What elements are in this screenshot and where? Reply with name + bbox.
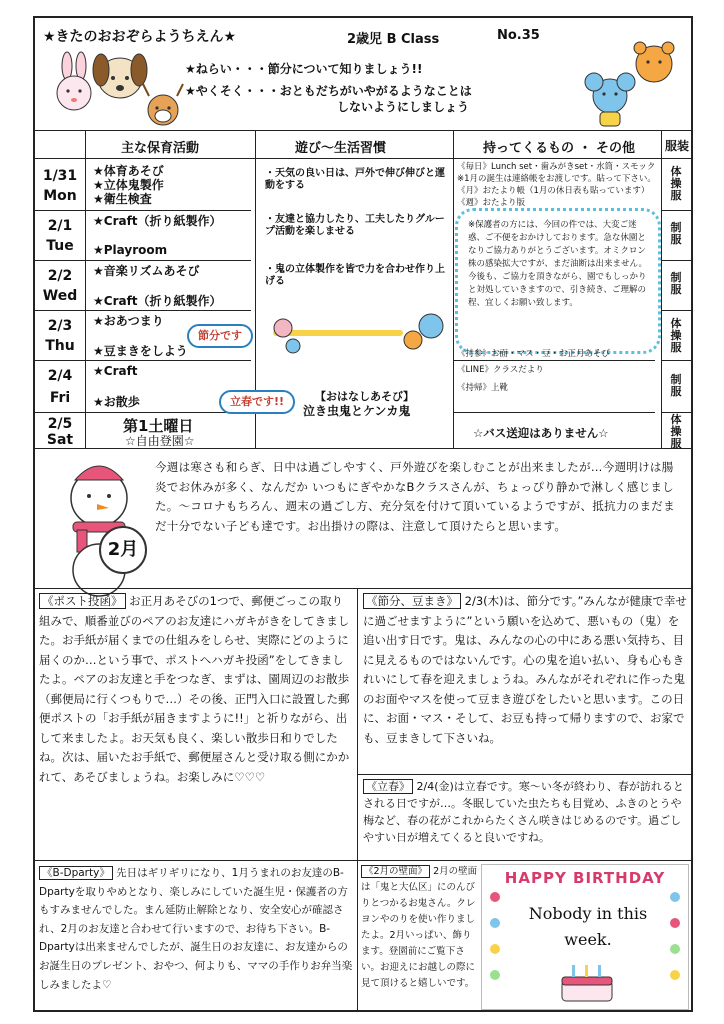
birthday-box [481,864,689,1010]
day-weekday: Mon [43,188,77,204]
activity-item: ★おあつまり [93,314,164,328]
balloon-decoration [488,889,502,999]
animal-illustration-right [570,38,688,130]
divider [35,158,691,159]
bring-daily: 《毎日》Lunch set・歯みがきset・水筒・スモック [457,162,656,172]
play-item: ・友達と協力したり、工夫したりグループ活動を楽しませる [265,214,445,237]
bring-note: ※1月の誕生は連絡帳をお渡しです。貼って下さい。 [457,174,656,184]
bring-tuesday: 《持参》お面・マス・豆・お正月あそび [457,349,611,359]
snowman-illustration [47,458,157,598]
clothes-label: 体操服 [670,413,682,450]
day-weekday: Sat [46,432,74,448]
free-attendance: ☆自由登園☆ [125,434,195,448]
february-label: 《2月の壁面》 [361,865,430,878]
setsubun-section [363,592,689,748]
clothes-label: 体操服 [670,317,682,354]
divider [661,210,691,211]
intro-text: 今週は寒さも和らぎ、日中は過ごしやすく、戸外遊びを楽しむことが出来ましたが…今週明けは腸炎でお休みが多く、なんだか いつもにぎやかなBクラスさんが、ちょっぴり静かで淋しく感じました。～コロナもちろん、週末の過ごし方、充分気を付けて頂いているようですが、抵抗力のまだまだ十分でない子ども達です。お出掛けの際は、注意して頂けたらと思います。 [155,460,675,533]
story-title: 【おはなしあそび】 [315,390,414,403]
newsletter-page [33,16,693,1012]
post-section [39,592,353,787]
notice-title: 《週》おたより版 [457,198,526,208]
february-text: 2月の壁面は「鬼と大仏区」にのんびりとつかるお鬼さん。クレヨンやのりを使い作りましたよ。2月いっぱい、飾ります。登園前にご覧下さい。お迎えにお越しの際に見て頂けると嬉しいです。 [361,866,478,989]
class-name: 2歳児 B Class [347,32,440,47]
divider [35,360,251,361]
bus-notice: ☆バス送迎はありません☆ [473,426,609,440]
divider [453,412,655,413]
setsubun-text: 2/3(木)は、節分です。”みんなが健康で幸せに過ごせますように”という願いを込めて、悪いもの（鬼）を追い出す日です。鬼は、みんなの心の中にある悪い気持ち、目に見えるものではないんです。心の鬼を追い払い、身も心もきれいにして春を迎えましょうね。みんながそれぞれに作った鬼のお面やマスを使って豆まき遊びをしたいと思います。この日に、お面・マス・そして、お豆も持って帰りますので、お家でも、豆まきして下さいね。 [363,594,687,745]
notice-text: ※保護者の方には、今回の件では、大変ご迷惑、ご不便をおかけしております。急な休園となりご協力ありがとうございます。オミクロン株の感染拡大ですが、まだ油断は出来ません。今後も、ご協力を頂きながら、園でもしっかりと対処していきますので、引き続き、ご理解の程、宜しくお願い致します。 [468,220,648,308]
day-weekday: Fri [49,390,71,406]
activities-column-header: 主な保育活動 [121,141,200,156]
bring-monday: 《月》おたより帳（1月の休日表も貼っています） [457,186,650,196]
activity-item: ★音楽リズムあそび [93,264,200,278]
activity-item: ★Craft [93,364,138,378]
bring-column-header: 持ってくるもの ・ その他 [483,141,636,156]
activity-item: ★衛生検査 [93,192,152,206]
bday-party-section [39,864,357,994]
february-section [361,864,479,992]
day-date: 2/2 [47,268,73,284]
divider [35,860,691,861]
activity-item: ★お散歩 [93,395,140,409]
day-date: 2/5 [47,416,73,432]
story-name: 泣き虫鬼とケンカ鬼 [303,404,411,418]
divider [453,130,454,448]
day-weekday: Tue [46,238,74,254]
birthday-text: Nobody in this week. [528,904,648,949]
activity-item: ★豆まきをしよう [93,344,188,358]
divider [35,588,691,589]
divider [35,412,251,413]
setsubun-label: 《節分、豆まき》 [363,593,461,609]
clothes-column-header: 服装 [664,139,689,153]
play-column-header: 遊び～生活習慣 [295,141,387,156]
divider [661,260,691,261]
balloon-decoration [668,889,682,999]
activity-item: ★体育あそび [93,164,164,178]
activity-item: ★立体鬼製作 [93,178,164,192]
activity-item: ★Playroom [93,243,168,257]
clothes-label: 制服 [670,271,682,296]
birthday-title: HAPPY BIRTHDAY [504,869,666,887]
day-date: 2/3 [47,318,73,334]
divider [661,310,691,311]
activity-item: ★Craft（折り紙製作） [93,294,222,308]
cake-illustration [552,963,622,1005]
notice-box [455,208,661,354]
bday-party-label: 《B-Dparty》 [39,866,113,880]
day-weekday: Thu [45,338,75,354]
divider [661,130,662,448]
risshun-label: 《立春》 [363,779,413,794]
divider [35,130,691,131]
divider [35,310,251,311]
post-label: 《ポスト投函》 [39,593,126,609]
issue-number: No.35 [497,28,540,43]
risshun-text: 2/4(金)は立春です。寒～い冬が終わり、春が訪れるとされる日ですが…。冬眠していた虫たちも目覚め、ふきのとうや梅など、春の花がこれからたくさん咲きはじめるのです。過ごしやすい日が増えてくると良いですね。 [363,780,684,844]
bday-party-text: 先日はギリギリになり、1月うまれのお友達のB-Dpartyを取りやめとなり、楽しみにしていた誕生児・保護者の方もすみませんでした。まん延防止解除となり、安全安心が確認され、2月のお友達と合わせて行いますので、お待ち下さい。B-Dpartyは出来ませんでしたが、誕生日のお友達に、お友達からのお誕生日のプレゼント、おやつ、何よりも、ママの手作りお弁当楽しみましたよ♡ [39,867,353,991]
risshun-section [363,778,689,846]
risshun-bubble: 立春です!! [219,390,295,414]
day-weekday: Wed [42,288,78,304]
clothes-label: 制服 [670,221,682,246]
divider [453,360,655,361]
day-date: 2/1 [47,218,73,234]
bring-line: 《LINE》クラスだより [457,365,544,375]
divider [35,210,251,211]
school-name: ★きたのおおぞらようちえん★ [43,29,237,45]
play-item: ・鬼の立体製作を皆で力を合わせ作り上げる [265,264,445,287]
first-saturday: 第1土曜日 [123,417,194,435]
day-date: 2/4 [47,368,73,384]
activity-item: ★Craft（折り紙製作） [93,214,222,228]
promise-text-line1: ★やくそく・・・おともだちがいやがるようなことは [185,84,472,98]
day-date: 1/31 [42,168,78,184]
setsubun-illustration [263,308,449,358]
divider [357,860,358,1012]
month-badge: 2月 [99,526,147,574]
divider [35,260,251,261]
divider [357,588,358,860]
post-text: お正月あそびの1つで、郵便ごっこの取り組みで、順番並びのペアのお友達にハガキがきをしてきました。お手紙が届くまでの仕組みをしらせ、実際にどのように届くのか…という事で、ポストへハガキ投函”をしてきましたよ。ペアのお友達と手をつなぎ、まずは、園周辺のお散歩（郵便局に行くつもりで…）その後、正門入口に設置した郵便ポストの「お手紙が届きますように!!」と祈りながら、出して来ましたよ。お天気も良く、楽しい散歩日和りでしたね。次は、届いたお手紙で、郵便屋さんと受け取る側にかかれて、あそびましょうね。お楽しみに♡♡♡ [39,594,350,784]
divider [661,360,691,361]
play-item: ・天気の良い日は、戸外で伸び伸びと運動をする [265,168,445,191]
animal-illustration-left [45,48,190,130]
aim-text: ★ねらい・・・節分について知りましょう!! [185,62,423,76]
setsubun-bubble: 節分です [187,324,253,348]
divider [85,130,86,448]
clothes-label: 体操服 [670,165,682,202]
bring-return: 《持帰》上靴 [457,383,509,393]
clothes-label: 制服 [670,373,682,398]
divider [357,774,691,775]
promise-text-line2: しないようにしましょう [337,100,470,114]
